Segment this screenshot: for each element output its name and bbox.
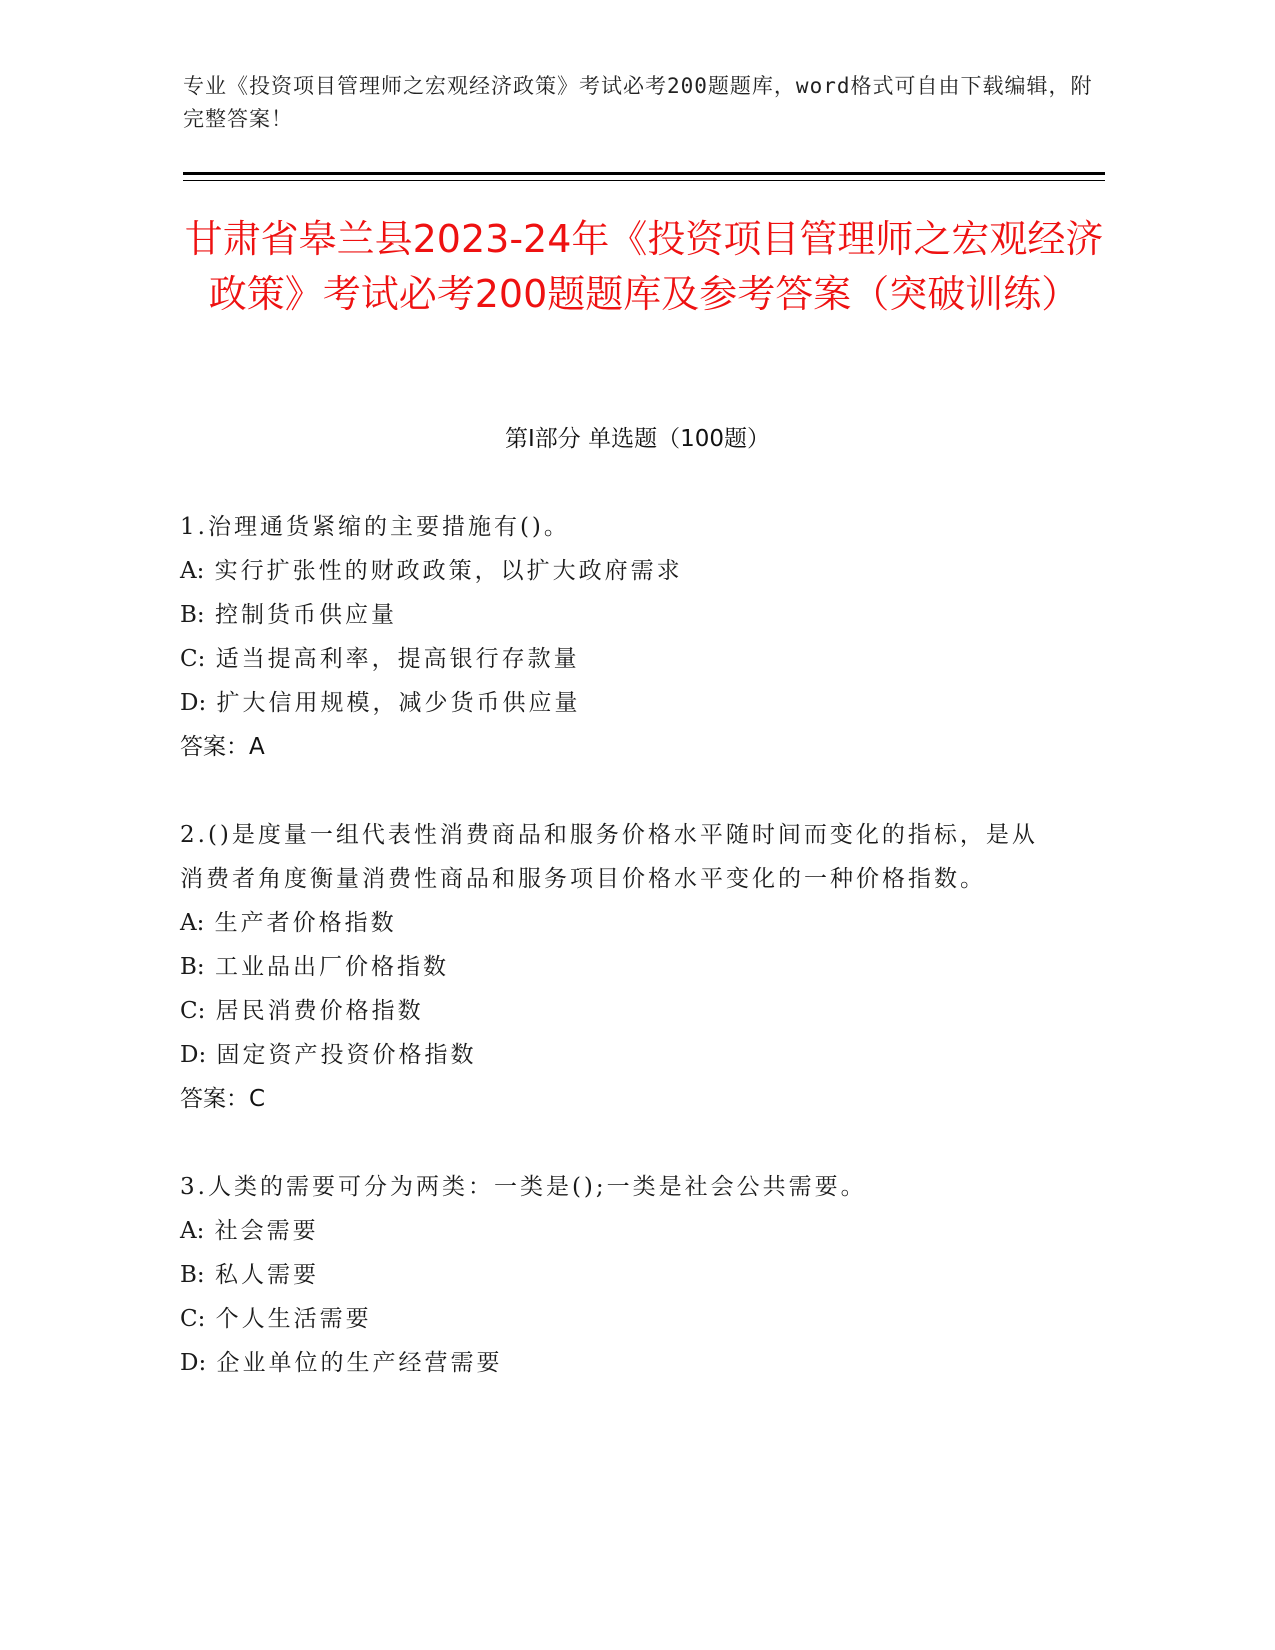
- document-title: 甘肃省皋兰县2023-24年《投资项目管理师之宏观经济政策》考试必考200题题库及参考答案（突破训练）: [184, 217, 1104, 316]
- option-key: C:: [180, 998, 206, 1024]
- option-c: [180, 989, 1060, 1033]
- option-text: 固定资产投资价格指数: [216, 1042, 477, 1068]
- option-d: [180, 681, 1060, 725]
- question-1: [180, 505, 1060, 769]
- option-text: 工业品出厂价格指数: [214, 954, 449, 980]
- question-stem: 3.人类的需要可分为两类：一类是();一类是社会公共需要。: [180, 1174, 867, 1200]
- option-key: D:: [180, 1042, 207, 1068]
- option-key: B:: [180, 954, 205, 980]
- header-rule-thick: [183, 172, 1105, 175]
- option-text: 社会需要: [214, 1218, 319, 1244]
- option-text: 扩大信用规模，减少货币供应量: [216, 690, 581, 716]
- header-rule-thin: [183, 180, 1105, 181]
- option-key: A:: [180, 910, 205, 936]
- option-key: D:: [180, 1350, 207, 1376]
- option-key: D:: [180, 690, 207, 716]
- question-2: [180, 813, 1060, 1121]
- option-text: 个人生活需要: [215, 1306, 372, 1332]
- option-b: [180, 945, 1060, 989]
- option-key: B:: [180, 1262, 205, 1288]
- option-text: 控制货币供应量: [214, 602, 397, 628]
- section-heading: 第Ⅰ部分 单选题（100题）: [505, 426, 770, 452]
- option-text: 适当提高利率，提高银行存款量: [215, 646, 580, 672]
- answer-line: 答案：A: [180, 734, 265, 760]
- option-c: [180, 1297, 1060, 1341]
- option-d: [180, 1033, 1060, 1077]
- option-key: A:: [180, 1218, 205, 1244]
- option-a: [180, 901, 1060, 945]
- option-text: 企业单位的生产经营需要: [216, 1350, 503, 1376]
- option-a: [180, 549, 1060, 593]
- question-list: [180, 505, 1060, 1429]
- option-key: C:: [180, 1306, 206, 1332]
- option-key: C:: [180, 646, 206, 672]
- option-key: A:: [180, 558, 205, 584]
- option-c: [180, 637, 1060, 681]
- option-text: 生产者价格指数: [214, 910, 397, 936]
- question-3: [180, 1165, 1060, 1385]
- header-note: 专业《投资项目管理师之宏观经济政策》考试必考200题题库，word格式可自由下载编辑，附完整答案！: [183, 74, 1093, 131]
- question-stem: 1.治理通货紧缩的主要措施有()。: [180, 514, 570, 540]
- question-stem: 2.()是度量一组代表性消费商品和服务价格水平随时间而变化的指标，是从消费者角度衡量消费性商品和服务项目价格水平变化的一种价格指数。: [180, 822, 1038, 892]
- option-text: 居民消费价格指数: [215, 998, 424, 1024]
- option-text: 实行扩张性的财政政策，以扩大政府需求: [214, 558, 683, 584]
- option-key: B:: [180, 602, 205, 628]
- option-a: [180, 1209, 1060, 1253]
- option-text: 私人需要: [214, 1262, 319, 1288]
- option-b: [180, 593, 1060, 637]
- option-d: [180, 1341, 1060, 1385]
- option-b: [180, 1253, 1060, 1297]
- answer-line: 答案：C: [180, 1086, 266, 1112]
